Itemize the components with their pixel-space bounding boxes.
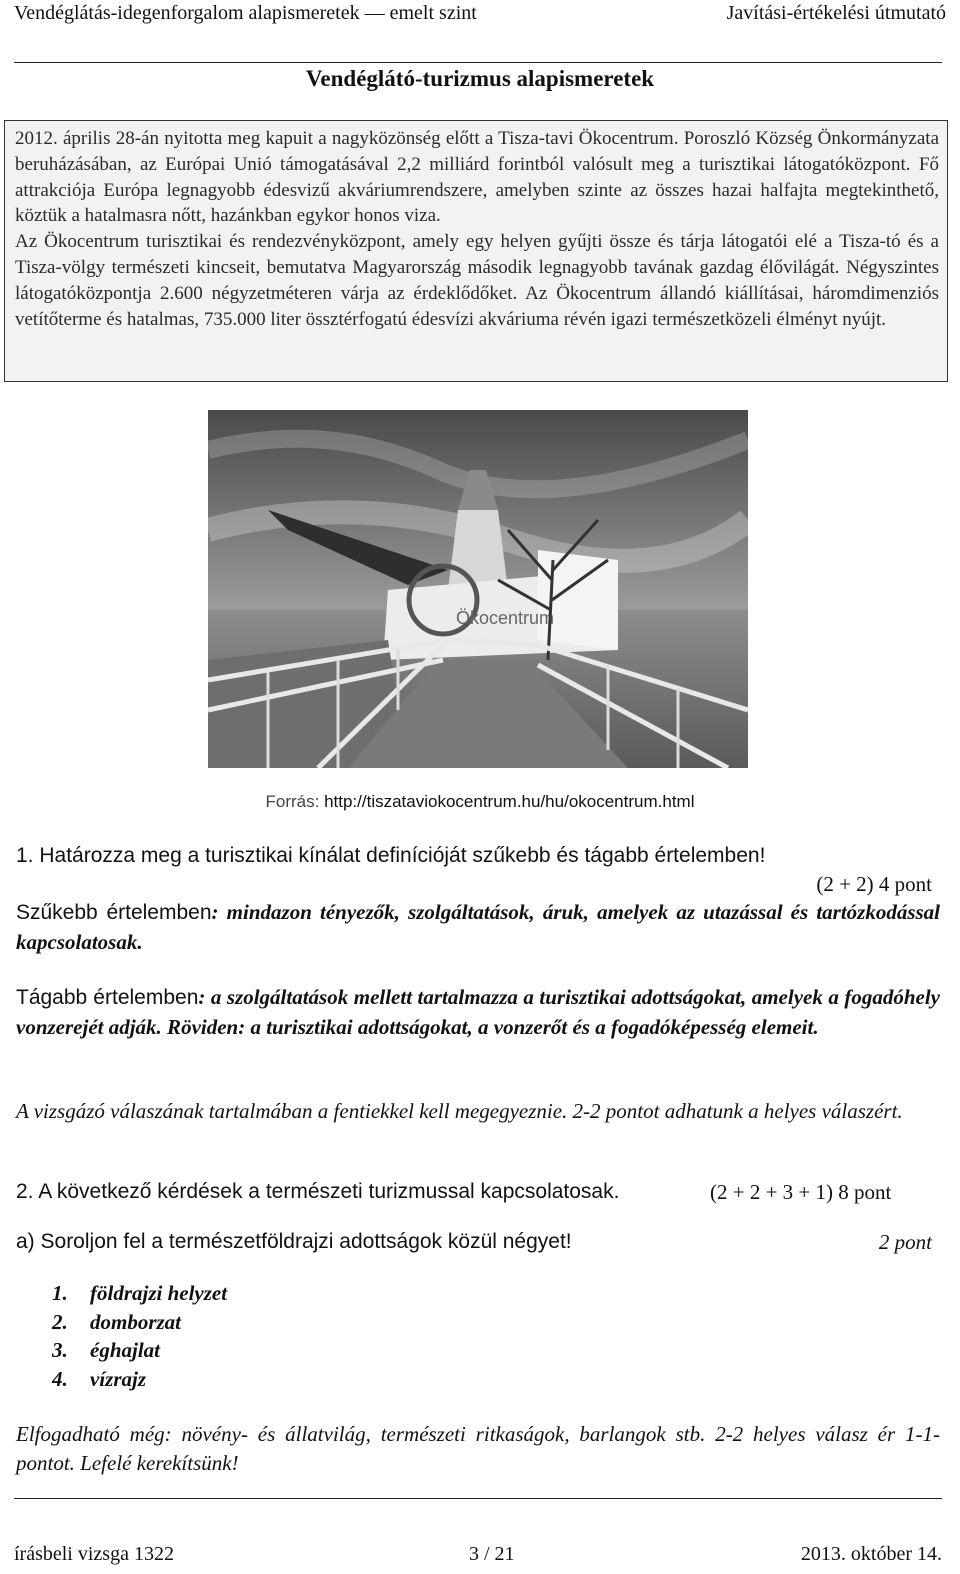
intro-box bbox=[4, 120, 948, 382]
list-item: 4. vízrajz bbox=[52, 1366, 147, 1391]
footer-page-number: 3 / 21 bbox=[469, 1543, 515, 1565]
footer-rule bbox=[14, 1498, 942, 1499]
q2-points: (2 + 2 + 3 + 1) 8 pont bbox=[710, 1180, 892, 1204]
q2a-points: 2 pont bbox=[878, 1230, 932, 1254]
source-url[interactable]: http://tiszataviokocentrum.hu/hu/okocentrum.html bbox=[324, 792, 695, 811]
section-title: Vendéglátó-turizmus alapismeretek bbox=[305, 66, 655, 91]
q2-question: 2. A következő kérdések a természeti turizmussal kapcsolatosak. bbox=[16, 1180, 620, 1203]
q2a-answer-list bbox=[52, 1279, 227, 1393]
footer-date: 2013. október 14. bbox=[800, 1543, 942, 1565]
q1-broad bbox=[16, 983, 940, 1041]
header-title: Vendéglátás-idegenforgalom alapismeretek — emelt szint bbox=[14, 2, 477, 24]
q1-points: (2 + 2) 4 pont bbox=[816, 872, 932, 896]
q1-question: 1. Határozza meg a turisztikai kínálat definícióját szűkebb és tágabb értelemben! bbox=[16, 844, 766, 867]
q1-narrow bbox=[16, 898, 940, 956]
footer-exam-id: írásbeli vizsga 1322 bbox=[14, 1543, 174, 1565]
header-rule bbox=[14, 62, 942, 63]
q1-narrow-answer: : mindazon tényezők, szolgáltatások, áruk, amelyek az utazással és tartózkodással kapcsolatosak. bbox=[16, 900, 941, 954]
q1-broad-answer: : a szolgáltatások mellett tartalmazza a turisztikai adottságokat, amelyek a fogadóhely vonzerejét adják. Röviden: a turisztikai adottságokat, a vonzerőt és a fogadóképesség elemeit. bbox=[16, 985, 940, 1039]
photo-logo-text: Ökocentrum bbox=[456, 608, 555, 628]
page-header bbox=[14, 0, 946, 28]
intro-paragraph-2: Az Ökocentrum turisztikai és rendezvényközpont, amely egy helyen gyűjti össze és tárja látogatói elé a Tisza-tó és a Tisza-völgy természeti kincseit, bemutatva Magyarország második legnagyobb tavának gazdag élővilágát. Négyszintes látogatóközpontja 2.600 négyzetméteren várja az érdeklődőket. Az Ökocentrum állandó kiállításai, háromdimenziós vetítőterme és hatalmas, 735.000 liter össztérfogatú édesvízi akváriuma révén igazi természetközeli élményt nyújt. bbox=[15, 231, 939, 330]
ecocentre-photo bbox=[208, 410, 748, 768]
q1-note: A vizsgázó válaszának tartalmában a fentiekkel kell megegyeznie. 2-2 pontot adhatunk a helyes válaszért. bbox=[16, 1099, 903, 1123]
source-label: Forrás: bbox=[265, 792, 325, 811]
header-subtitle: Javítási-értékelési útmutató bbox=[726, 2, 946, 24]
photo-source bbox=[0, 792, 960, 812]
list-item: 1. földrajzi helyzet bbox=[52, 1281, 228, 1305]
ecocentre-photo-illustration bbox=[208, 410, 748, 768]
q1-broad-label: Tágabb értelemben bbox=[16, 986, 199, 1009]
page-footer bbox=[14, 1543, 942, 1571]
q1-narrow-label: Szűkebb értelemben bbox=[16, 901, 212, 924]
intro-paragraph-1: 2012. április 28-án nyitotta meg kapuit a nagyközönség előtt a Tisza-tavi Ökocentrum. Poroszló Község Önkormányzata beruházásában, az Európai Unió támogatásával 2,2 milliárd forintból valósult meg a turisztikai látogatóközpont. Fő attrakciója Európa legnagyobb édesvizű akváriumrendszere, amelyben szinte az összes hazai halfajta megtekinthető, köztük a hatalmasra nőtt, hazánkban egykor honos viza. bbox=[15, 128, 939, 227]
q2a-note: Elfogadható még: növény- és állatvilág, természeti ritkaságok, barlangok stb. 2-2 helyes válasz ér 1-1- pontot. Lefelé kerekítsünk! bbox=[16, 1422, 940, 1475]
q2a-question: a) Soroljon fel a természetföldrajzi adottságok közül négyet! bbox=[16, 1230, 572, 1253]
list-item: 3. éghajlat bbox=[52, 1338, 161, 1362]
list-item: 2. domborzat bbox=[52, 1309, 182, 1334]
